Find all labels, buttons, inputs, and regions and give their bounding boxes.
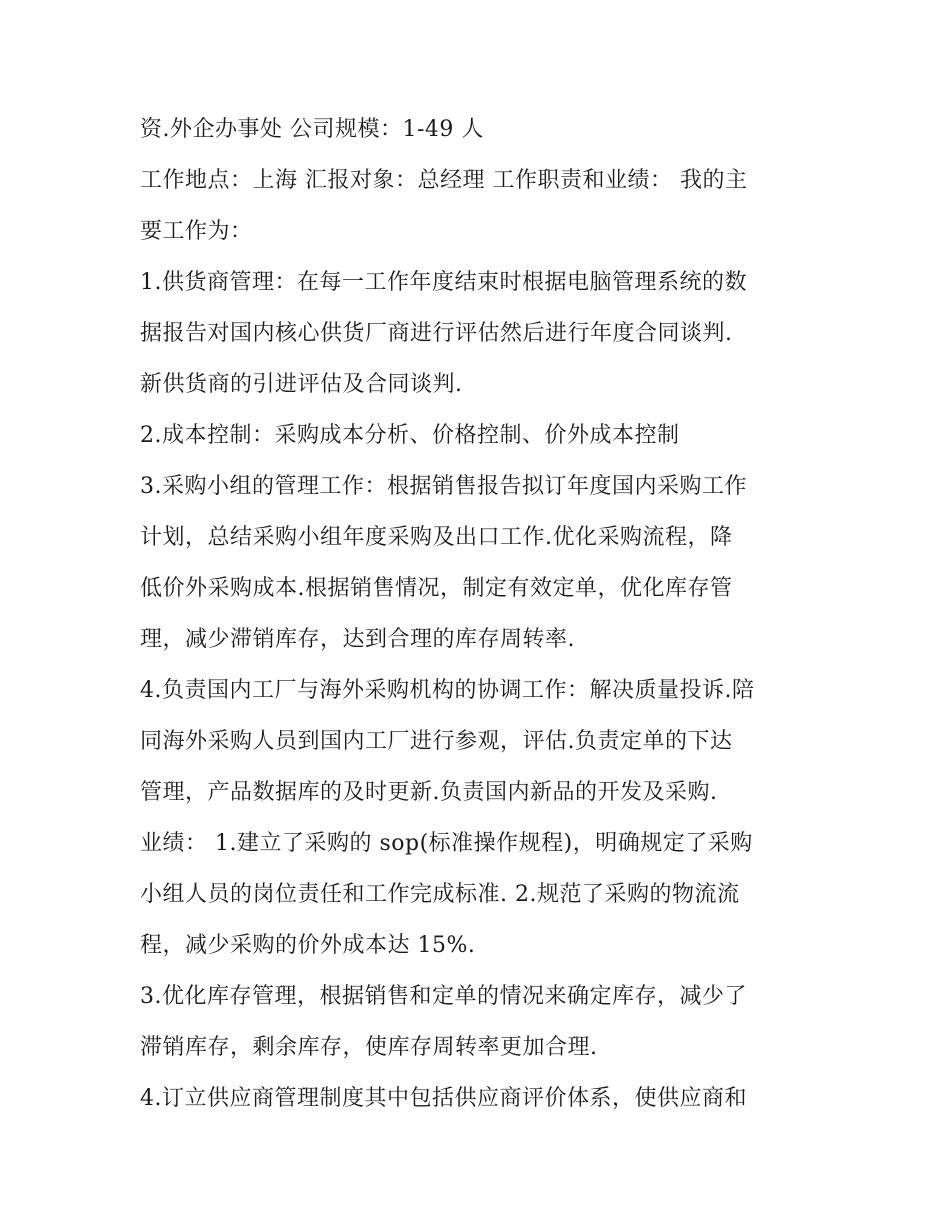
text-line: 计划，总结采购小组年度采购及出口工作.优化采购流程，降 (140, 525, 733, 550)
text-line: 4.订立供应商管理制度其中包括供应商评价体系，使供应商和 (140, 1086, 747, 1111)
text-line: 新供货商的引进评估及合同谈判. (140, 372, 463, 397)
text-line: 低价外采购成本.根据销售情况，制定有效定单，优化库存管 (140, 576, 733, 601)
text-line: 理，减少滞销库存，达到合理的库存周转率. (140, 627, 575, 652)
text-line: 资.外企办事处 公司规模：1-49 人 (140, 117, 484, 142)
text-line: 业绩： 1.建立了采购的 sop(标准操作规程)，明确规定了采购 (140, 831, 753, 856)
text-line: 4.负责国内工厂与海外采购机构的协调工作：解决质量投诉.陪 (140, 678, 755, 703)
text-line: 程，减少采购的价外成本达 15%. (140, 933, 476, 958)
text-line: 2.成本控制：采购成本分析、价格控制、价外成本控制 (140, 423, 680, 448)
text-line: 管理，产品数据库的及时更新.负责国内新品的开发及采购. (140, 780, 718, 805)
text-line: 3.优化库存管理，根据销售和定单的情况来确定库存，减少了 (140, 984, 747, 1009)
text-line: 滞销库存，剩余库存，使库存周转率更加合理. (140, 1035, 598, 1060)
text-line: 3.采购小组的管理工作：根据销售报告拟订年度国内采购工作 (140, 474, 747, 499)
text-line: 1.供货商管理：在每一工作年度结束时根据电脑管理系统的数 (140, 270, 747, 295)
text-line: 同海外采购人员到国内工厂进行参观，评估.负责定单的下达 (140, 729, 733, 754)
text-line: 小组人员的岗位责任和工作完成标准. 2.规范了采购的物流流 (140, 882, 740, 907)
text-line: 要工作为： (140, 219, 253, 244)
text-line: 据报告对国内核心供货厂商进行评估然后进行年度合同谈判. (140, 321, 733, 346)
text-line: 工作地点：上海 汇报对象：总经理 工作职责和业绩： 我的主 (140, 168, 748, 193)
